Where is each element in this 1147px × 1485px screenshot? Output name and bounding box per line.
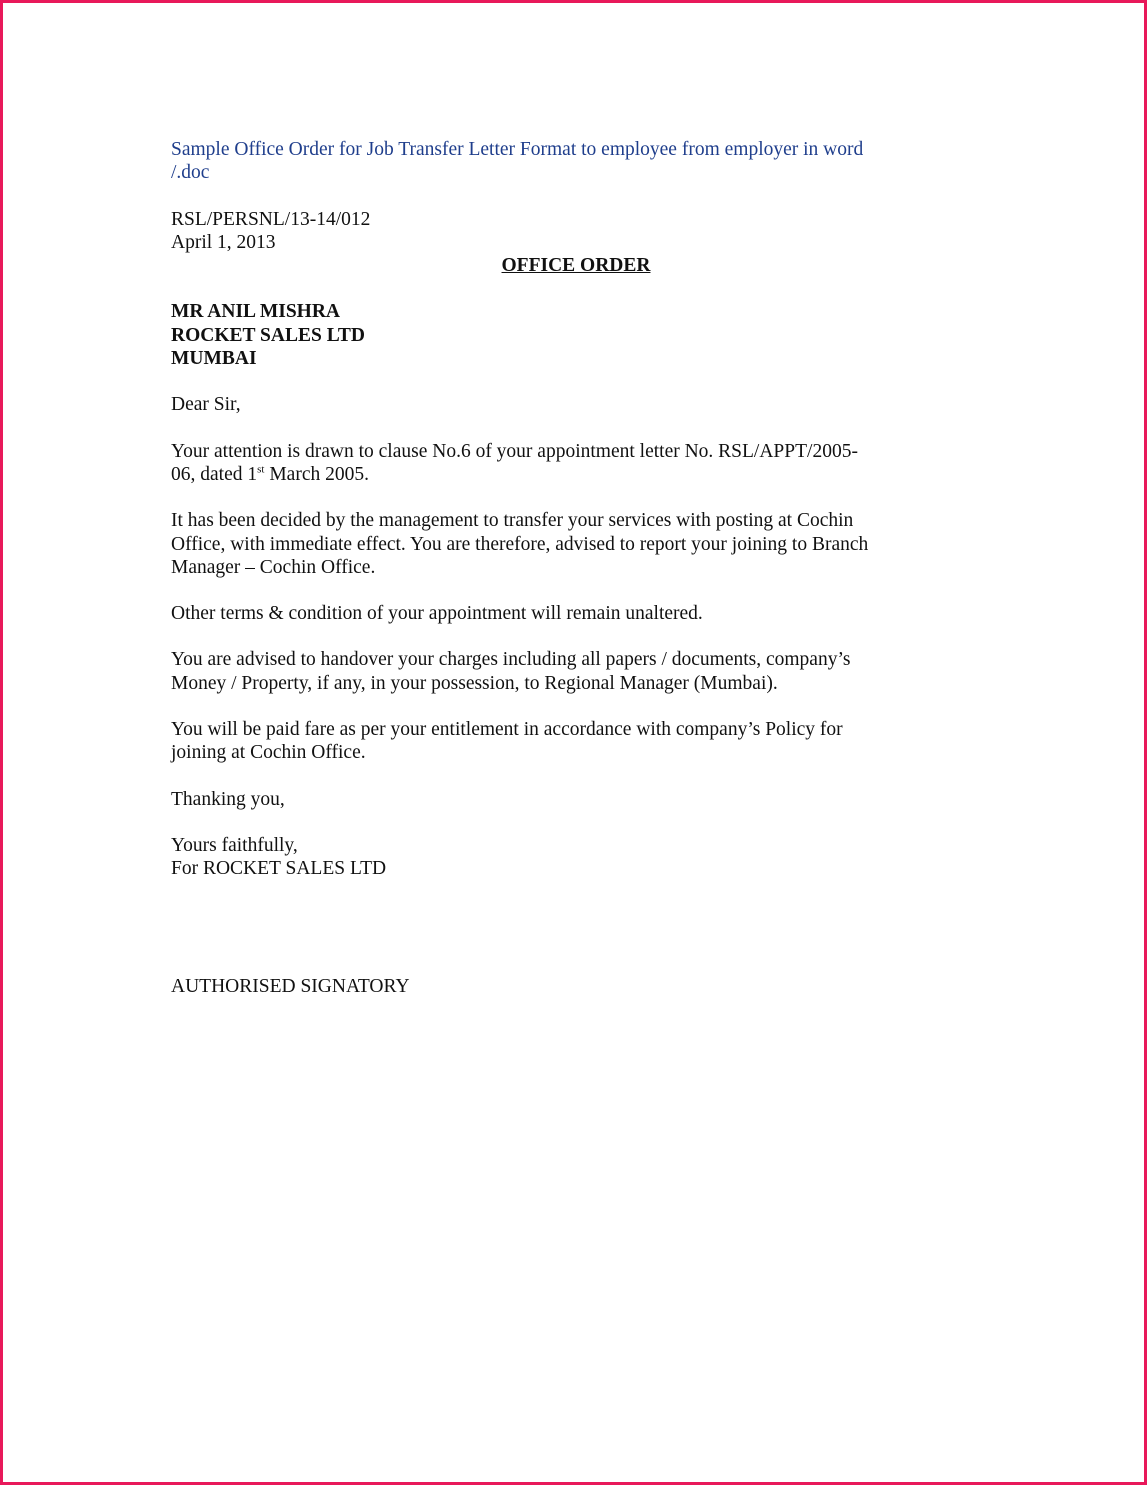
signoff-block — [171, 834, 986, 881]
paragraph-fare-entitlement — [171, 718, 986, 765]
recipient-address — [171, 300, 986, 370]
paragraph-handover — [171, 648, 986, 695]
authorised-signatory: AUTHORISED SIGNATORY — [171, 975, 410, 997]
paragraph-1-line-2 — [171, 463, 986, 486]
reference-number: RSL/PERSNL/13-14/012 — [171, 208, 371, 230]
recipient-company: ROCKET SALES LTD — [171, 324, 366, 346]
recipient-name: MR ANIL MISHRA — [171, 301, 341, 323]
paragraph-4-line-2: Money / Property, if any, in your possession, to Regional Manager (Mumbai). — [171, 672, 778, 694]
signature-space — [171, 881, 986, 975]
paragraph-5-line-2: joining at Cochin Office. — [171, 742, 366, 764]
paragraph-1-date-prefix: 06, dated 1 — [171, 463, 258, 485]
recipient-city: MUMBAI — [171, 348, 257, 370]
signoff-company: For ROCKET SALES LTD — [171, 858, 387, 880]
office-order-heading: OFFICE ORDER — [501, 255, 651, 277]
paragraph-2-line-3: Manager – Cochin Office. — [171, 556, 376, 578]
heading-row — [171, 254, 981, 277]
paragraph-1-line-1: Your attention is drawn to clause No.6 of your appointment letter No. RSL/APPT/2005- — [171, 440, 858, 462]
document-title-line-2: /.doc — [171, 162, 210, 184]
letter-date: April 1, 2013 — [171, 231, 276, 253]
letter-body — [171, 138, 986, 998]
paragraph-transfer-decision — [171, 509, 986, 579]
signoff-text: Yours faithfully, — [171, 834, 298, 856]
ordinal-suffix: st — [257, 463, 265, 476]
closing-thanks: Thanking you, — [171, 788, 285, 810]
paragraph-clause-reference — [171, 440, 986, 487]
paragraph-2-line-1: It has been decided by the management to transfer your services with posting at Cochin — [171, 510, 854, 532]
paragraph-1-date-suffix: March 2005. — [264, 463, 369, 485]
paragraph-4-line-1: You are advised to handover your charges including all papers / documents, company’s — [171, 649, 851, 671]
paragraph-5-line-1: You will be paid fare as per your entitlement in accordance with company’s Policy for — [171, 719, 843, 741]
paragraph-terms-unaltered: Other terms & condition of your appointment will remain unaltered. — [171, 603, 703, 625]
salutation: Dear Sir, — [171, 394, 241, 416]
reference-block — [171, 208, 986, 278]
document-title-line-1: Sample Office Order for Job Transfer Letter Format to employee from employer in word — [171, 139, 864, 160]
paragraph-2-line-2: Office, with immediate effect. You are therefore, advised to report your joining to Branch — [171, 533, 869, 555]
document-title — [171, 138, 986, 185]
